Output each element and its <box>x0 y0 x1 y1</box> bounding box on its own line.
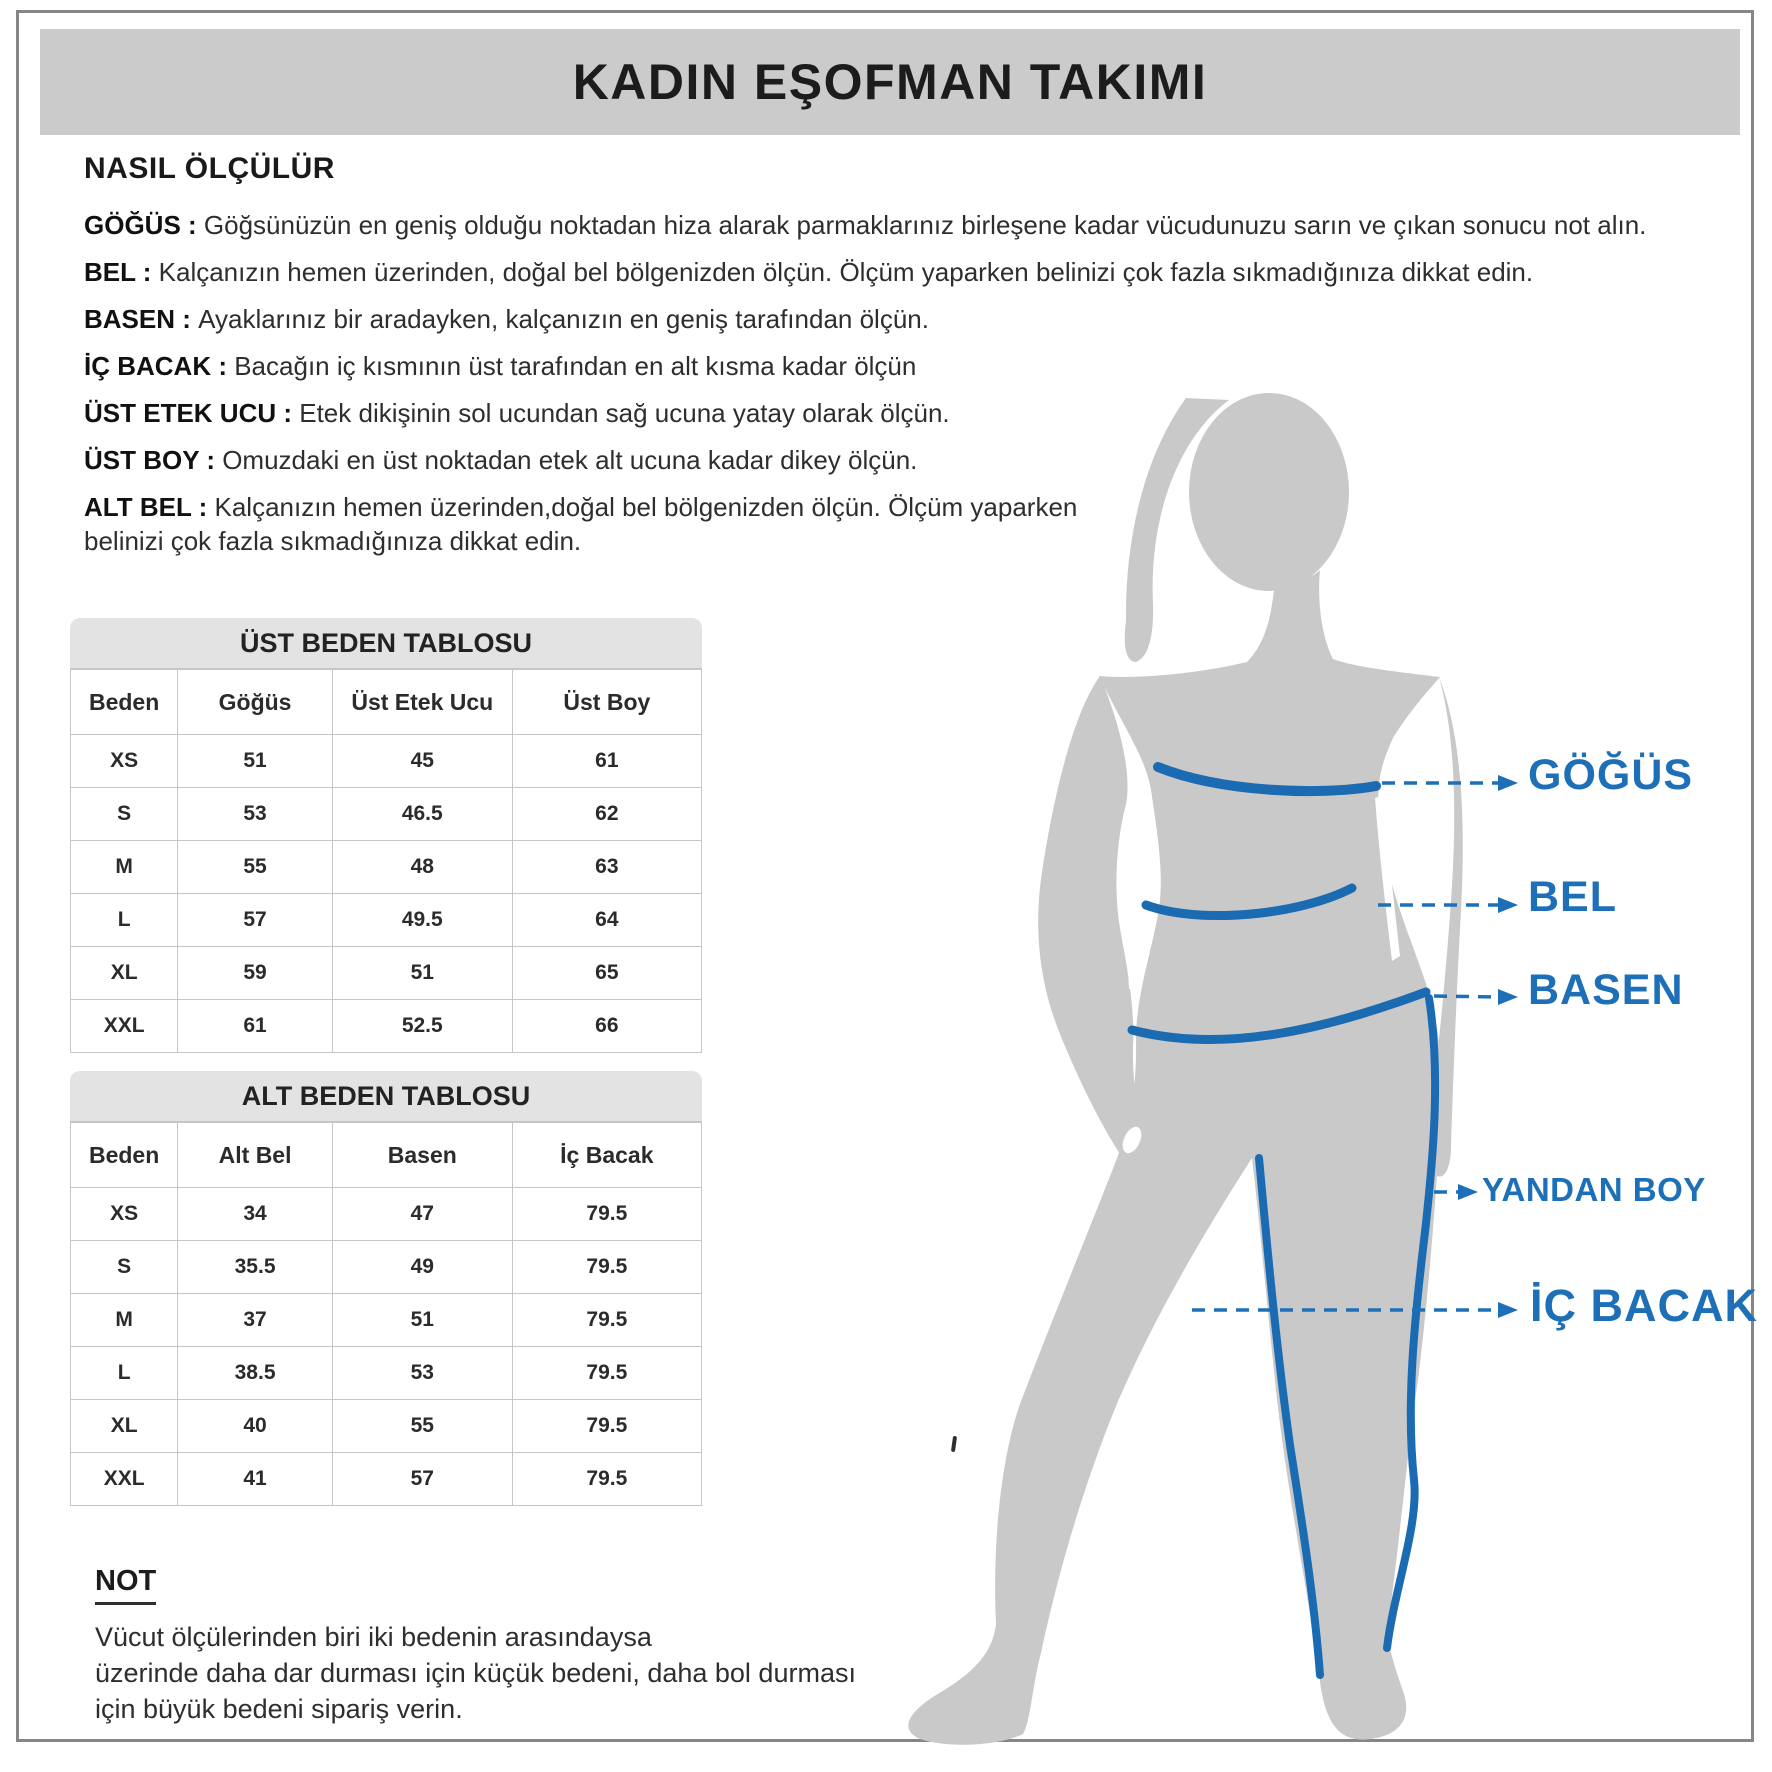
figure-label-side-length: YANDAN BOY <box>1482 1171 1706 1208</box>
head-silhouette <box>1189 393 1349 591</box>
table-cell: 47 <box>332 1188 512 1241</box>
table-cell: 53 <box>332 1347 512 1400</box>
table-cell: 41 <box>178 1453 333 1506</box>
table-cell: 63 <box>512 841 701 894</box>
table-row <box>71 1347 702 1400</box>
table-row <box>71 1241 702 1294</box>
table-cell: 66 <box>512 1000 701 1053</box>
table-cell: 57 <box>332 1453 512 1506</box>
note-line: Vücut ölçülerinden biri iki bedenin arasındaysa <box>95 1622 652 1652</box>
measurement-term: ÜST ETEK UCU : <box>84 398 300 428</box>
hip-arrowhead-icon <box>1498 989 1518 1005</box>
table-cell: 45 <box>332 735 512 788</box>
column-header: Basen <box>332 1123 512 1188</box>
note-text <box>95 1619 915 1727</box>
upper-size-table-title: ÜST BEDEN TABLOSU <box>70 618 702 669</box>
table-cell: 79.5 <box>512 1400 701 1453</box>
figure-label-chest: GÖĞÜS <box>1528 751 1694 799</box>
table-cell: 59 <box>178 947 333 1000</box>
table-cell: 46.5 <box>332 788 512 841</box>
column-header: İç Bacak <box>512 1123 701 1188</box>
torso-and-legs-silhouette <box>908 570 1441 1745</box>
table-cell: XL <box>71 947 178 1000</box>
page-title: KADIN EŞOFMAN TAKIMI <box>572 54 1208 110</box>
inner-leg-arrowhead-icon <box>1498 1302 1518 1318</box>
note-line: için büyük bedeni sipariş verin. <box>95 1694 463 1724</box>
table-cell: XXL <box>71 1453 178 1506</box>
table-cell: 61 <box>178 1000 333 1053</box>
table-cell: 35.5 <box>178 1241 333 1294</box>
table-cell: 79.5 <box>512 1241 701 1294</box>
measurement-definition: ÜST BOY : Omuzdaki en üst noktadan etek alt ucuna kadar dikey ölçün. <box>84 445 918 475</box>
table-cell: 49 <box>332 1241 512 1294</box>
table-row <box>71 1188 702 1241</box>
table-row <box>71 1000 702 1053</box>
chest-arrowhead-icon <box>1498 775 1518 791</box>
figure-label-inner-leg: İÇ BACAK <box>1530 1280 1758 1331</box>
table-cell: 62 <box>512 788 701 841</box>
measurement-term: BEL : <box>84 257 159 287</box>
table-cell: 51 <box>332 1294 512 1347</box>
measurement-definition: ÜST ETEK UCU : Etek dikişinin sol ucundan sağ ucuna yatay olarak ölçün. <box>84 398 950 428</box>
measurement-term: ÜST BOY : <box>84 445 223 475</box>
upper-size-table-grid <box>70 669 702 1053</box>
measurement-term: İÇ BACAK : <box>84 351 235 381</box>
table-cell: 79.5 <box>512 1188 701 1241</box>
lower-size-table-title: ALT BEDEN TABLOSU <box>70 1071 702 1122</box>
column-header: Alt Bel <box>178 1123 333 1188</box>
stray-tick-mark <box>951 1436 957 1452</box>
table-cell: 79.5 <box>512 1294 701 1347</box>
table-cell: L <box>71 1347 178 1400</box>
note-section <box>95 1565 915 1727</box>
column-header: Üst Boy <box>512 670 701 735</box>
table-row <box>71 1294 702 1347</box>
table-cell: M <box>71 841 178 894</box>
table-cell: 65 <box>512 947 701 1000</box>
measurement-term: BASEN : <box>84 304 199 334</box>
table-cell: S <box>71 1241 178 1294</box>
measurement-definition: İÇ BACAK : Bacağın iç kısmının üst tarafından en alt kısma kadar ölçün <box>84 351 917 381</box>
table-cell: 53 <box>178 788 333 841</box>
table-cell: 34 <box>178 1188 333 1241</box>
table-cell: XL <box>71 1400 178 1453</box>
table-cell: 48 <box>332 841 512 894</box>
table-row <box>71 947 702 1000</box>
title-bar <box>40 29 1740 135</box>
table-row <box>71 894 702 947</box>
lower-size-table-grid <box>70 1122 702 1506</box>
table-cell: 55 <box>332 1400 512 1453</box>
column-header: Üst Etek Ucu <box>332 670 512 735</box>
measurement-term: ALT BEL : <box>84 492 215 522</box>
table-cell: 79.5 <box>512 1347 701 1400</box>
hip-dashed-arrow <box>1434 996 1498 997</box>
table-row <box>71 1453 702 1506</box>
figure-label-hip: BASEN <box>1528 966 1684 1014</box>
left-armpit-gap <box>1127 783 1146 989</box>
column-header: Beden <box>71 1123 178 1188</box>
header-row <box>71 1123 702 1188</box>
upper-size-table <box>70 618 702 1053</box>
table-row <box>71 1400 702 1453</box>
how-to-measure-heading: NASIL ÖLÇÜLÜR <box>84 152 335 185</box>
table-cell: 79.5 <box>512 1453 701 1506</box>
side-length-arrowhead-icon <box>1458 1184 1478 1200</box>
measurement-definition: GÖĞÜS : Göğsünüzün en geniş olduğu noktadan hiza alarak parmaklarınız birleşene kadar vücudunuzu sarın ve çıkan sonucu not alın. <box>84 210 1647 240</box>
table-cell: 40 <box>178 1400 333 1453</box>
table-cell: 52.5 <box>332 1000 512 1053</box>
measurement-definition: BASEN : Ayaklarınız bir aradayken, kalçanızın en geniş tarafından ölçün. <box>84 304 929 334</box>
waist-arrowhead-icon <box>1498 897 1518 913</box>
table-cell: 51 <box>178 735 333 788</box>
measurement-term: GÖĞÜS : <box>84 210 204 240</box>
column-header: Beden <box>71 670 178 735</box>
table-cell: XXL <box>71 1000 178 1053</box>
table-cell: 57 <box>178 894 333 947</box>
table-cell: M <box>71 1294 178 1347</box>
note-heading: NOT <box>95 1565 156 1605</box>
measurement-definition: ALT BEL : Kalçanızın hemen üzerinden,doğal bel bölgenizden ölçün. Ölçüm yaparken belinizi çok fazla sıkmadığınıza dikkat edin. <box>84 492 1078 556</box>
body-silhouette-svg <box>880 340 1770 1750</box>
figure-label-waist: BEL <box>1528 873 1617 921</box>
lower-size-table <box>70 1071 702 1506</box>
table-cell: L <box>71 894 178 947</box>
table-row <box>71 788 702 841</box>
table-cell: 55 <box>178 841 333 894</box>
note-line: üzerinde daha dar durması için küçük bedeni, daha bol durması <box>95 1658 856 1688</box>
table-row <box>71 841 702 894</box>
table-cell: 49.5 <box>332 894 512 947</box>
header-row <box>71 670 702 735</box>
table-row <box>71 735 702 788</box>
column-header: Göğüs <box>178 670 333 735</box>
table-cell: 64 <box>512 894 701 947</box>
table-cell: S <box>71 788 178 841</box>
table-cell: 37 <box>178 1294 333 1347</box>
table-cell: 38.5 <box>178 1347 333 1400</box>
table-cell: 61 <box>512 735 701 788</box>
table-cell: XS <box>71 735 178 788</box>
body-measurement-figure <box>880 340 1770 1750</box>
table-cell: XS <box>71 1188 178 1241</box>
table-cell: 51 <box>332 947 512 1000</box>
measurement-definition: BEL : Kalçanızın hemen üzerinden, doğal bel bölgenizden ölçün. Ölçüm yaparken belinizi çok fazla sıkmadığınıza dikkat edin. <box>84 257 1534 287</box>
